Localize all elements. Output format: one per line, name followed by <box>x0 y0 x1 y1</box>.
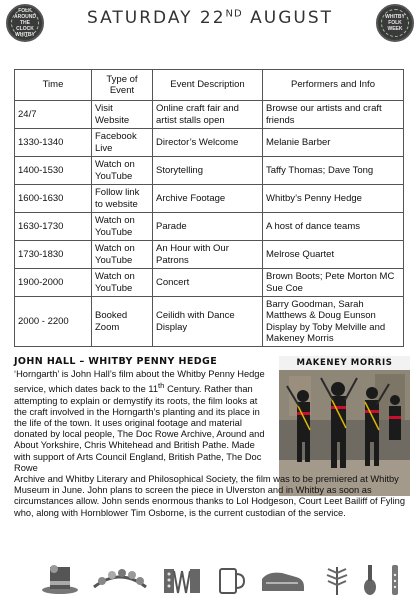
column-header-performers: Performers and Info <box>263 70 404 101</box>
table-row <box>15 241 404 269</box>
article-paragraph-top <box>14 369 272 474</box>
column-header-time: Time <box>15 70 92 101</box>
photo-caption: MAKENEY MORRIS <box>279 356 410 370</box>
folk-club-logo <box>6 4 44 42</box>
page-title <box>52 8 368 28</box>
event-type-link[interactable]: Facebook Live <box>92 129 153 157</box>
time-cell: 1730-1830 <box>15 241 92 269</box>
description-cell: Parade <box>153 213 263 241</box>
table-row <box>15 157 404 185</box>
description-cell: Concert <box>153 269 263 297</box>
performers-cell: Melrose Quartet <box>263 241 404 269</box>
title-suffix: ND <box>225 8 243 20</box>
schedule-table <box>14 69 404 347</box>
time-cell: 1330-1340 <box>15 129 92 157</box>
time-cell: 1400-1530 <box>15 157 92 185</box>
flower-garland-icon <box>92 563 148 597</box>
time-cell: 1900-2000 <box>15 269 92 297</box>
time-cell: 2000 - 2200 <box>15 297 92 347</box>
performers-cell: Melanie Barber <box>263 129 404 157</box>
john-hall-article <box>14 369 410 519</box>
table-row <box>15 213 404 241</box>
description-cell: Ceilidh with Dance Display <box>153 297 263 347</box>
title-main: SATURDAY 22 <box>86 8 226 28</box>
lute-icon <box>362 563 378 597</box>
table-row <box>15 129 404 157</box>
performers-cell: Taffy Thomas; Dave Tong <box>263 157 404 185</box>
performers-cell: A host of dance teams <box>263 213 404 241</box>
clog-shoe-icon <box>258 563 308 597</box>
schedule-header-row <box>15 70 404 101</box>
table-row <box>15 101 404 129</box>
performers-cell: Browse our artists and craft friends <box>263 101 404 129</box>
description-cell: An Hour with Our Patrons <box>153 241 263 269</box>
event-type-link[interactable]: Booked Zoom <box>92 297 153 347</box>
table-row <box>15 185 404 213</box>
table-row <box>15 297 404 347</box>
time-cell: 24/7 <box>15 101 92 129</box>
fern-icon <box>322 563 352 597</box>
description-cell: Storytelling <box>153 157 263 185</box>
article-text-a: ‘Horngarth’ is John Hall’s film about the Whitby Penny Hedge service, which dates back to the 11 <box>14 369 265 395</box>
logo-ring <box>11 9 39 37</box>
time-cell: 1630-1730 <box>15 213 92 241</box>
left-logo-text: FOLK AROUND THE CLOCK WHITBY <box>14 8 36 38</box>
description-cell: Director’s Welcome <box>153 129 263 157</box>
column-header-type: Type of Event <box>92 70 153 101</box>
logo-ring <box>381 9 409 37</box>
description-cell: Online craft fair and artist stalls open <box>153 101 263 129</box>
title-end: AUGUST <box>250 8 334 28</box>
mug-icon <box>216 563 246 597</box>
description-cell: Archive Footage <box>153 185 263 213</box>
table-row <box>15 269 404 297</box>
article-text-b: Century. Rather than attempting to explain or demystify its roots, the film looks at the craft involved in the Horngarth’s planting and its place in the life of the town. It uses original footage and material donated by local people, The Doc Rowe Archive, Around and About Yorkshire, Chris Whitehead and British Pathe. Made with support of Arts Council England, British Pathe, The Doc Rowe <box>14 384 265 473</box>
event-type-link[interactable]: Visit Website <box>92 101 153 129</box>
footer-icon-strip <box>0 555 420 600</box>
event-type-link[interactable]: Watch on YouTube <box>92 241 153 269</box>
performers-cell: Whitby’s Penny Hedge <box>263 185 404 213</box>
top-hat-icon <box>40 563 80 597</box>
page-header <box>0 0 420 44</box>
whistle-icon <box>388 563 402 597</box>
column-header-description: Event Description <box>153 70 263 101</box>
time-cell: 1600-1630 <box>15 185 92 213</box>
right-logo-text: WHITBY FOLK WEEK <box>385 14 405 32</box>
whitby-folk-week-logo <box>376 4 414 42</box>
event-type-link[interactable]: Watch on YouTube <box>92 157 153 185</box>
article-superscript: th <box>158 381 165 391</box>
john-hall-heading: JOHN HALL – WHITBY PENNY HEDGE <box>14 356 218 367</box>
performers-cell: Barry Goodman, Sarah Matthews & Doug Eunson Display by Toby Melville and Makeney Morris <box>263 297 404 347</box>
event-type-link[interactable]: Watch on YouTube <box>92 213 153 241</box>
event-type-link[interactable]: Watch on YouTube <box>92 269 153 297</box>
accordion-icon <box>162 563 202 597</box>
article-text-c: Archive and Whitby Literary and Philosophical Society, the film was to be premiered at Whitby Museum in June. John plans to screen the piece in Ulverston and in Whitby as soon as circumstances allow. John sends enormous thanks to Lol Hodgeson, Court Leet Bailiff of Fyling who, along with Hornblower Tim Osborne, is the current custodian of the service. <box>14 473 406 518</box>
performers-cell: Brown Boots; Pete Morton MC Sue Coe <box>263 269 404 297</box>
event-type-link[interactable]: Follow link to website <box>92 185 153 213</box>
